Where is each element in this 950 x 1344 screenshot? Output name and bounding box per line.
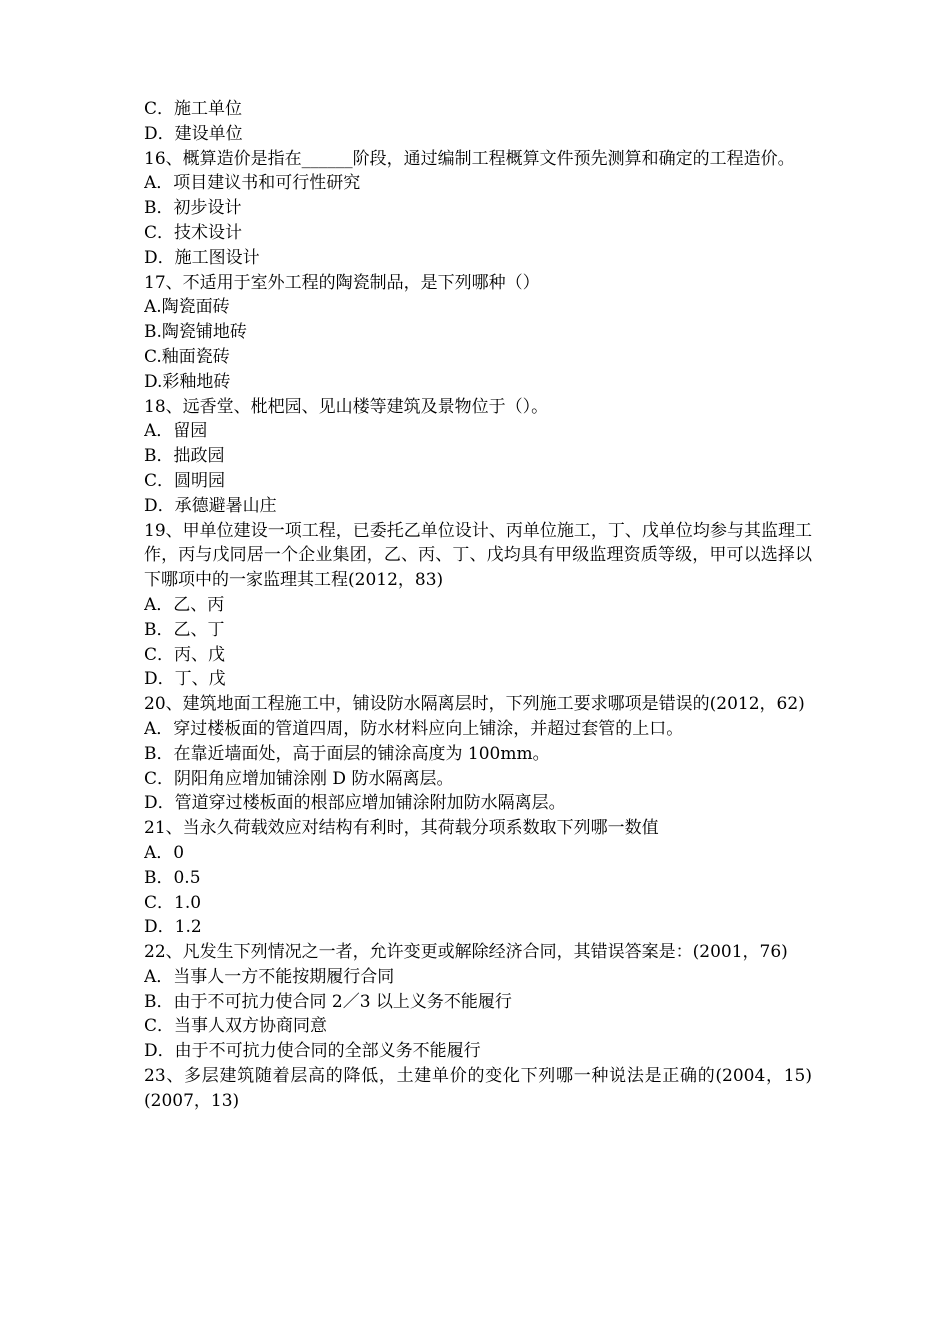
option-a: A．留园	[144, 421, 208, 442]
question-19: 19、甲单位建设一项工程，已委托乙单位设计、丙单位施工，丁、戊单位均参与其监理工作，丙与戊同居一个企业集团，乙、丙、丁、戊均具有甲级监理资质等级，甲可以选择以下哪项中的一家监理其工程(2012，83)	[144, 520, 812, 591]
option-d: D．由于不可抗力使合同的全部义务不能履行	[144, 1041, 481, 1062]
option-d: D．承德避暑山庄	[144, 495, 277, 516]
option-b: B．乙、丁	[144, 619, 225, 640]
question-18: 18、远香堂、枇杷园、见山楼等建筑及景物位于（）。	[144, 396, 549, 417]
option-d: D.彩釉地砖	[144, 371, 231, 392]
option-d: D．施工图设计	[144, 247, 260, 268]
option-a: A．项目建议书和可行性研究	[144, 173, 361, 194]
option-a: A.陶瓷面砖	[144, 297, 230, 318]
option-b: B.陶瓷铺地砖	[144, 322, 247, 343]
document-body	[144, 97, 812, 1114]
option-d: D．丁、戊	[144, 669, 226, 690]
option-c: C．圆明园	[144, 470, 226, 491]
option-c: C．1.0	[144, 892, 202, 913]
option-a: A．当事人一方不能按期履行合同	[144, 966, 395, 987]
option-c: C．丙、戊	[144, 644, 226, 665]
option-a: A．乙、丙	[144, 594, 225, 615]
question-17: 17、不适用于室外工程的陶瓷制品，是下列哪种（）	[144, 272, 540, 293]
question-20: 20、建筑地面工程施工中，铺设防水隔离层时，下列施工要求哪项是错误的(2012，62)	[144, 694, 805, 715]
option-d: D．建设单位	[144, 123, 243, 144]
option-b: B．拙政园	[144, 446, 225, 467]
option-b: B．由于不可抗力使合同 2／3 以上义务不能履行	[144, 991, 512, 1012]
option-d: D．管道穿过楼板面的根部应增加铺涂附加防水隔离层。	[144, 793, 566, 814]
option-c: C．施工单位	[144, 99, 243, 119]
option-d: D．1.2	[144, 917, 202, 938]
option-a: A．穿过楼板面的管道四周，防水材料应向上铺涂，并超过套管的上口。	[144, 718, 684, 739]
option-a: A．0	[144, 842, 185, 863]
question-16: 16、概算造价是指在______阶段，通过编制工程概算文件预先测算和确定的工程造价。	[144, 148, 795, 169]
option-b: B．初步设计	[144, 198, 242, 219]
question-21: 21、当永久荷载效应对结构有利时，其荷载分项系数取下列哪一数值	[144, 818, 659, 839]
option-b: B．0.5	[144, 867, 201, 888]
option-c: C.釉面瓷砖	[144, 346, 230, 367]
option-c: C．当事人双方协商同意	[144, 1016, 328, 1037]
option-b: B．在靠近墙面处，高于面层的铺涂高度为 100mm。	[144, 743, 550, 764]
option-c: C．技术设计	[144, 222, 243, 243]
question-23: 23、多层建筑随着层高的降低，土建单价的变化下列哪一种说法是正确的(2004，15)(2007，13)	[144, 1066, 812, 1111]
option-c: C．阴阳角应增加铺涂刚 D 防水隔离层。	[144, 768, 454, 789]
question-22: 22、凡发生下列情况之一者，允许变更或解除经济合同，其错误答案是：(2001，76)	[144, 942, 788, 963]
